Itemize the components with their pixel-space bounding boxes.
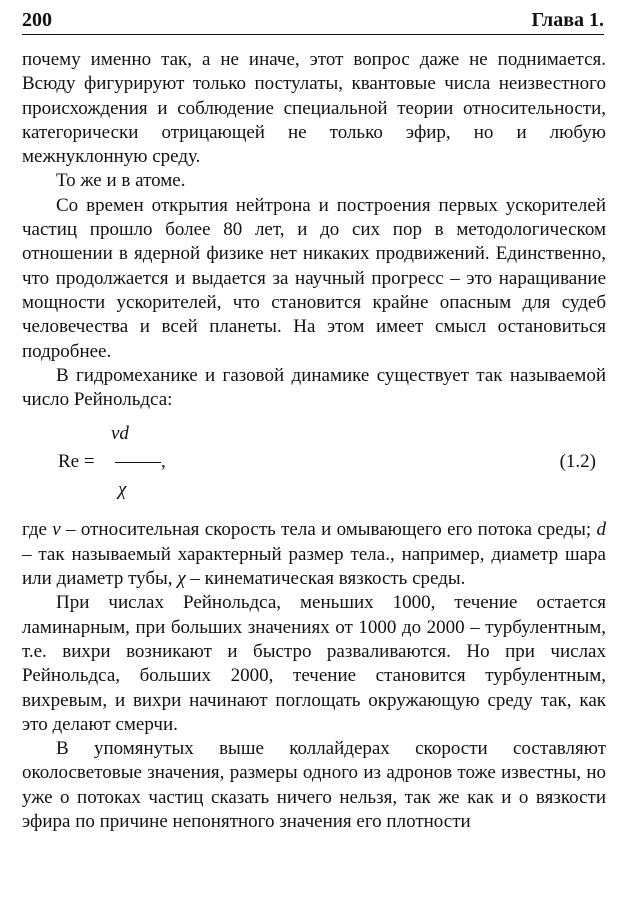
formula-numerator: vd (111, 423, 129, 445)
chapter-title: Глава 1. (531, 9, 604, 31)
variable-definitions: где v – относительная скорость тела и омывающего его потока среды; d – так называемый характерный размер тела., например, диаметр шара или диаметр тубы, χ – кинематическая вязкость среды. (22, 519, 606, 590)
body-text (22, 48, 606, 834)
paragraph: То же и в атоме. (56, 170, 186, 192)
page-number: 200 (22, 9, 52, 31)
formula-denominator: χ (118, 479, 127, 501)
formula-comma: , (161, 451, 166, 473)
formula-lhs: Re = (58, 451, 95, 473)
var-chi: χ (177, 568, 186, 590)
paragraph: В гидромеханике и газовой динамике существует так называемой число Рейнольдса: (22, 364, 606, 411)
var-d: d (596, 519, 606, 541)
paragraph: Со времен открытия нейтрона и построения первых ускорителей частиц прошло более 80 лет, и до сих пор в методологическом отношении в ядерной физике нет никаких продвижений. Единственно, что продолжается и выдается за научный прогресс – это наращивание мощности ускорителей, что становится крайне опасным для судеб человечества и всей планеты. На этом имеет смысл остановиться подробнее. (22, 194, 606, 362)
equation-number: (1.2) (559, 451, 596, 473)
page-header (22, 8, 604, 35)
paragraph: В упомянутых выше коллайдерах скорости составляют околосветовые значения, размеры одного из адронов тоже известны, но уже о потоках частиц сказать ничего нельзя, так же как и о вязкости эфира по причине непонятного значения его плотности (22, 738, 606, 833)
fraction-bar (115, 462, 161, 463)
paragraph: почему именно так, а не иначе, этот вопрос даже не поднимается. Всюду фигурируют только постулаты, квантовые числа неизвестного происхождения и соблюдение специальной теории относительности, категорически отрицающей не только эфир, но и любую межнуклонную среду. (22, 49, 606, 168)
paragraph: При числах Рейнольдса, меньших 1000, течение остается ламинарным, при больших значениях от 1000 до 2000 – турбулентным, т.е. вихри возникают и быстро разваливаются. Но при числах Рейнольдса, больших 2000, течение становится турбулентным, вихревым, и вихри начинают поглощать окружающую среду так, как это делают смерчи. (22, 592, 606, 735)
var-v: v (52, 519, 61, 541)
reynolds-formula (22, 412, 606, 518)
